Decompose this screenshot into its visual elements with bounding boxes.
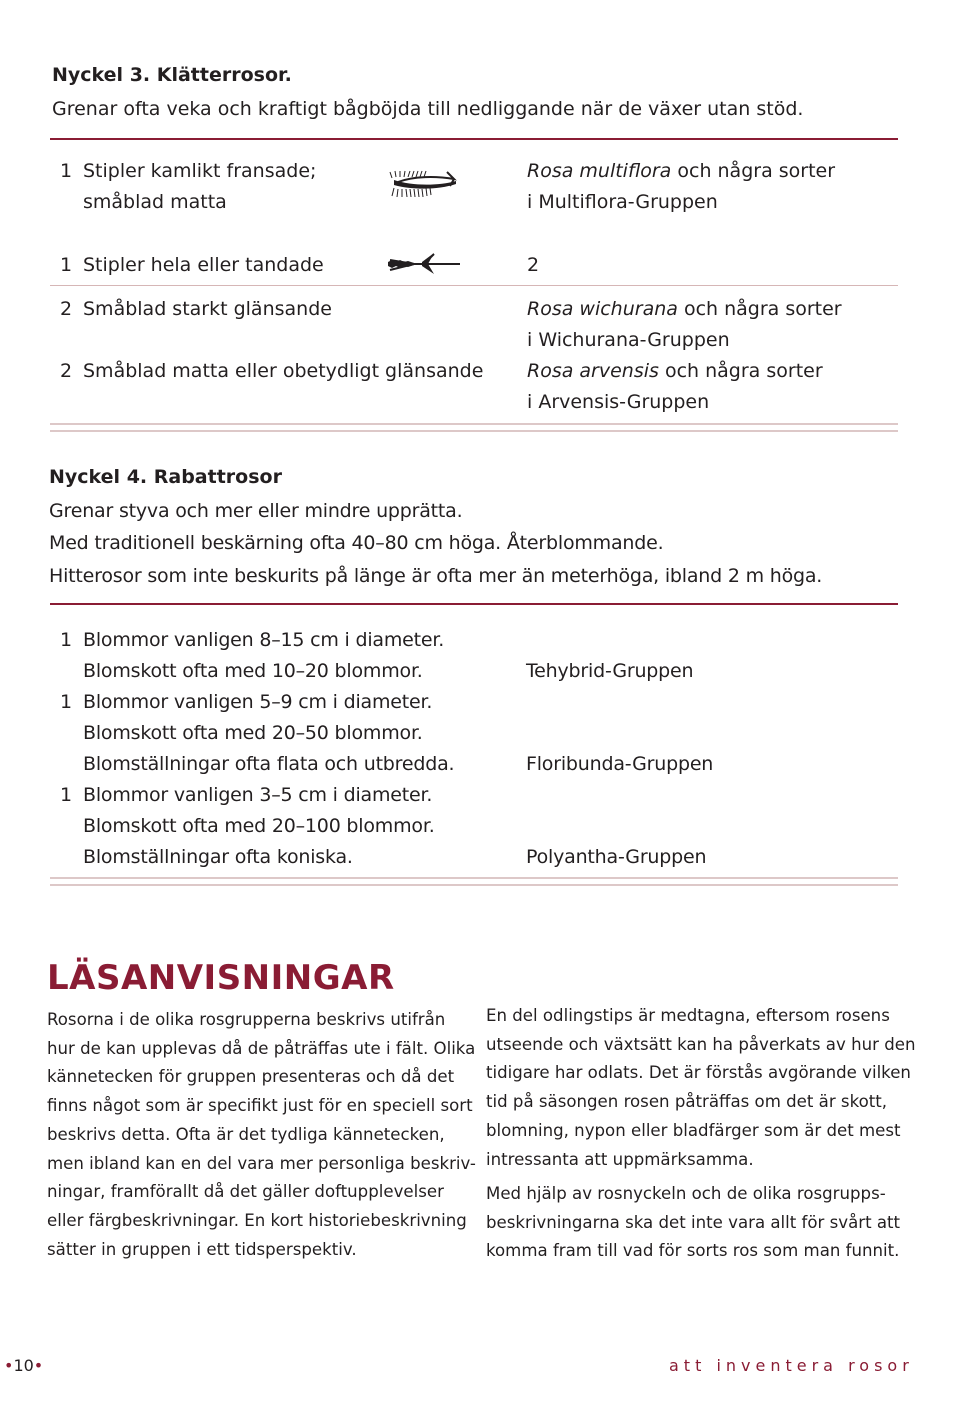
key3-row2a-result-line2: i Wichurana-Gruppen — [527, 329, 730, 351]
paragraph-line: men ibland kan en del vara mer personliga beskriv- — [47, 1153, 476, 1173]
key4-row3-line1: Blommor vanligen 3–5 cm i diameter. — [83, 784, 433, 806]
paragraph-line: finns något som är specifikt just för en speciell sort — [47, 1096, 473, 1116]
bullet-icon: • — [4, 1356, 14, 1375]
page-number — [4, 1356, 43, 1375]
species-suffix: och några sorter — [658, 360, 823, 382]
paragraph-line: Rosorna i de olika rosgrupperna beskrivs utifrån — [47, 1010, 446, 1029]
key4-row1-line2: Blomskott ofta med 10–20 blommor. — [83, 660, 423, 682]
key3-row1a-number: 1 — [60, 160, 73, 182]
key3-top-rule — [50, 138, 898, 140]
toothed-stipule-icon — [384, 250, 462, 280]
key3-row2b-result-line2: i Arvensis-Gruppen — [527, 391, 710, 413]
key4-row2-line3: Blomställningar ofta flata och utbredda. — [83, 753, 455, 775]
key4-row3-line3: Blomställningar ofta koniska. — [83, 846, 353, 868]
key4-top-rule — [50, 603, 898, 605]
key3-row1b-text: Stipler hela eller tandade — [83, 254, 324, 276]
paragraph-line: eller färgbeskrivningar. En kort historiebeskrivning — [47, 1210, 467, 1230]
key4-line-3: Hitterosor som inte beskurits på länge är ofta mer än meterhöga, ibland 2 m höga. — [49, 565, 823, 587]
key3-row1a-text-line2: småblad matta — [83, 191, 227, 213]
reading-right-paragraph-1 — [486, 1002, 915, 1174]
key3-row1b-result: 2 — [527, 254, 540, 276]
reading-left-column — [47, 1006, 476, 1264]
paragraph-line: intressanta att uppmärksamma. — [486, 1149, 754, 1169]
key4-title: Nyckel 4. Rabattrosor — [49, 466, 282, 488]
paragraph-line: hur de kan upplevas då de påträffas ute i fält. Olika — [47, 1038, 476, 1058]
species-name: Rosa multiflora — [527, 160, 672, 182]
key3-row1a-result-line1 — [527, 160, 835, 182]
key3-row1a-text-line1: Stipler kamlikt fransade; — [83, 160, 317, 182]
fringed-stipule-icon — [384, 166, 460, 202]
paragraph-line: tid på säsongen rosen påträffas om det är skott, — [486, 1092, 888, 1112]
key4-row2-number: 1 — [60, 691, 72, 713]
species-name: Rosa arvensis — [527, 360, 659, 382]
paragraph-line: blomning, nypon eller bladfärger som är det mest — [486, 1120, 901, 1140]
running-footer-title: att inventera rosor — [669, 1356, 914, 1375]
key3-bottom-rule — [50, 423, 898, 432]
species-suffix: och några sorter — [671, 160, 836, 182]
paragraph-line: Med hjälp av rosnyckeln och de olika rosgrupps- — [486, 1184, 886, 1203]
key3-row1b-number: 1 — [60, 254, 73, 276]
key4-row3-result: Polyantha-Gruppen — [526, 846, 707, 868]
paragraph-line: komma fram till vad för sorts ros som man funnit. — [486, 1241, 900, 1261]
section-heading: LÄSANVISNINGAR — [47, 958, 395, 998]
key3-row2a-result-line1 — [527, 298, 842, 320]
key3-separator — [50, 285, 898, 286]
key4-bottom-rule — [50, 877, 898, 886]
key4-row2-line2: Blomskott ofta med 20–50 blommor. — [83, 722, 423, 744]
bullet-icon: • — [33, 1356, 44, 1375]
paragraph-line: ningar, framförallt då det gäller doftupplevelser — [47, 1182, 444, 1202]
key4-line-1: Grenar styva och mer eller mindre upprätta. — [49, 500, 463, 522]
key4-row1-result: Tehybrid-Gruppen — [526, 660, 694, 682]
key4-row2-line1: Blommor vanligen 5–9 cm i diameter. — [83, 691, 433, 713]
key3-subtitle: Grenar ofta veka och kraftigt bågböjda till nedliggande när de växer utan stöd. — [52, 98, 804, 120]
page-number-value: 10 — [13, 1356, 34, 1375]
paragraph-line: utseende och växtsätt kan ha påverkats av hur den — [486, 1034, 916, 1054]
key3-row2b-result-line1 — [527, 360, 823, 382]
paragraph-line: sätter in gruppen i ett tidsperspektiv. — [47, 1239, 357, 1259]
key4-row1-number: 1 — [60, 629, 72, 651]
key3-row2a-number: 2 — [60, 298, 73, 320]
key4-row3-line2: Blomskott ofta med 20–100 blommor. — [83, 815, 435, 837]
key4-row1-line1: Blommor vanligen 8–15 cm i diameter. — [83, 629, 445, 651]
species-name: Rosa wichurana — [527, 298, 678, 320]
key4-row2-result: Floribunda-Gruppen — [526, 753, 714, 775]
paragraph-line: kännetecken för gruppen presenteras och då det — [47, 1067, 455, 1087]
paragraph-line: beskrivningarna ska det inte vara allt för svårt att — [486, 1212, 901, 1232]
key4-line-2: Med traditionell beskärning ofta 40–80 cm höga. Återblommande. — [49, 532, 664, 554]
paragraph-line: beskrivs detta. Ofta är det tydliga kännetecken, — [47, 1124, 445, 1144]
key3-row1a-result-line2: i Multiflora-Gruppen — [527, 191, 718, 213]
paragraph-line: tidigare har odlats. Det är förstås avgörande vilken — [486, 1063, 911, 1083]
key3-title: Nyckel 3. Klätterrosor. — [52, 64, 292, 86]
key3-row2b-number: 2 — [60, 360, 73, 382]
reading-right-paragraph-2 — [486, 1180, 900, 1266]
species-suffix: och några sorter — [677, 298, 842, 320]
key4-row3-number: 1 — [60, 784, 72, 806]
paragraph-line: En del odlingstips är medtagna, eftersom rosens — [486, 1006, 890, 1025]
key3-row2b-text: Småblad matta eller obetydligt glänsande — [83, 360, 484, 382]
key3-row2a-text: Småblad starkt glänsande — [83, 298, 332, 320]
